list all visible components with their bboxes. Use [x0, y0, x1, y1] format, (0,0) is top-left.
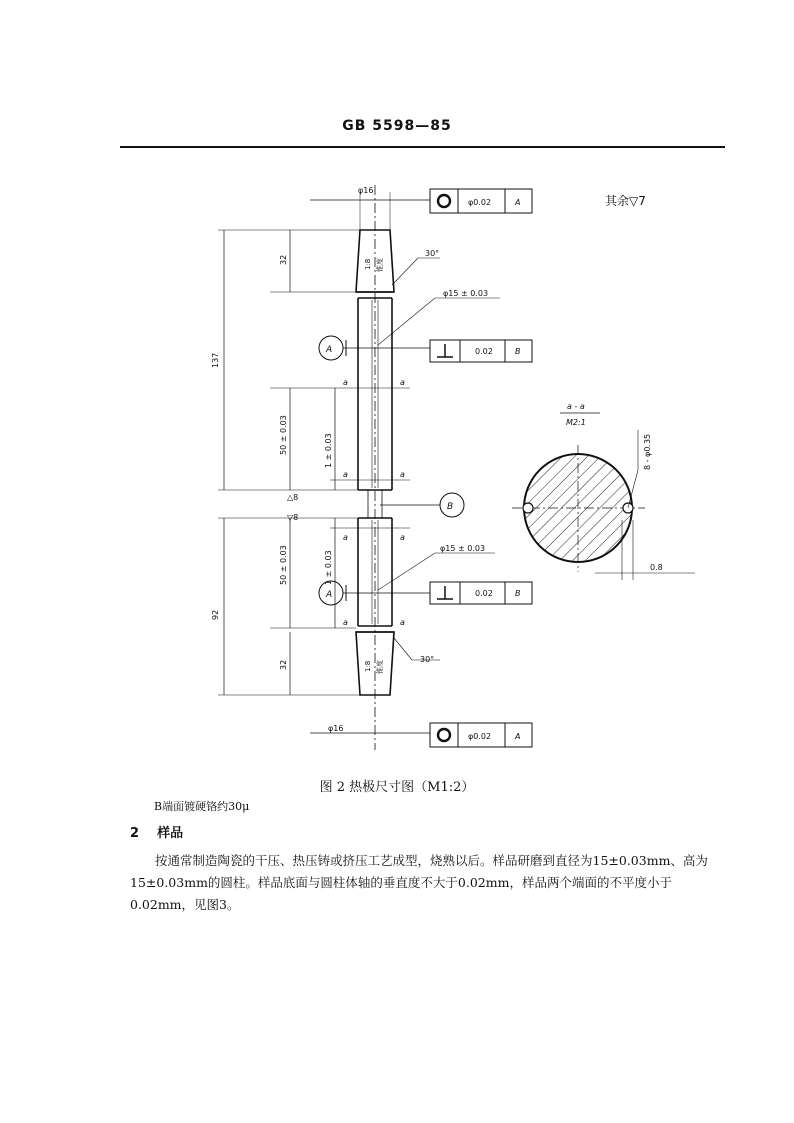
dia16-top-label: φ16	[358, 186, 374, 195]
dia16-bottom-label: φ16	[328, 724, 344, 733]
datum-a-upper: A	[326, 345, 333, 355]
taper-word-lower: 锥度	[376, 660, 384, 674]
perp-datum-upper: B	[515, 347, 521, 356]
dim-92: 92	[211, 609, 220, 620]
dim-50-lower: 50 ± 0.03	[279, 545, 288, 585]
rough-up: △8	[287, 493, 299, 502]
dia15-lower: φ15 ± 0.03	[440, 544, 486, 553]
dim-137: 137	[211, 352, 220, 368]
perp-tol-upper: 0.02	[475, 347, 493, 356]
angle-upper: 30°	[425, 249, 440, 258]
sec-a-8: a	[400, 618, 405, 627]
datum-b-label: B	[447, 502, 454, 512]
dim-1-upper: 1 ± 0.03	[324, 433, 333, 468]
dia15-upper: φ15 ± 0.03	[443, 289, 489, 298]
rough-down: ▽8	[287, 513, 299, 522]
hole-spec: 8 - φ0.35	[643, 433, 652, 470]
datum-a-lower: A	[326, 590, 333, 600]
section-scale: M2:1	[566, 418, 586, 427]
section-title: a - a	[567, 402, 585, 411]
section-paragraph: 按通常制造陶瓷的干压、热压铸或挤压工艺成型，烧熟以后。样品研磨到直径为15±0.03mm、高为15±0.03mm的圆柱。样品底面与圆柱体轴的垂直度不大于0.02mm，样品两个端面的不平度小于0.02mm，见图3。	[130, 853, 708, 912]
section-number: 2	[130, 826, 140, 841]
perp-datum-lower: B	[515, 589, 521, 598]
fcf-top-datum: A	[515, 198, 521, 207]
dim-1-lower: 1 ± 0.03	[324, 550, 333, 585]
sec-a-5: a	[343, 533, 348, 542]
taper-ratio-upper: 1:8	[364, 258, 372, 270]
figure-caption: 图 2 热极尺寸图（M1:2）	[319, 780, 475, 795]
taper-word-upper: 锥度	[376, 258, 384, 272]
angle-lower: 30°	[420, 655, 435, 664]
fcf-top-tol: φ0.02	[468, 198, 492, 207]
header-rule	[120, 146, 725, 148]
dim-32-upper: 32	[279, 254, 288, 265]
sec-a-2: a	[400, 378, 405, 387]
sec-a-7: a	[343, 618, 348, 627]
sec-a-6: a	[400, 533, 405, 542]
dim-50-upper: 50 ± 0.03	[279, 415, 288, 455]
figure-note: B端面镀硬铬约30μ	[154, 800, 250, 813]
fcf-bottom-tol: φ0.02	[468, 732, 492, 741]
section-title-text: 样品	[157, 826, 184, 841]
technical-drawing	[0, 160, 794, 772]
perp-tol-lower: 0.02	[475, 589, 493, 598]
fcf-bottom-datum: A	[515, 732, 521, 741]
sec-a-4: a	[400, 470, 405, 479]
dim-0-8: 0.8	[650, 563, 663, 572]
section-body	[130, 850, 725, 916]
dim-32-lower: 32	[279, 659, 288, 670]
standard-number: GB 5598—85	[342, 118, 452, 134]
sec-a-3: a	[343, 470, 348, 479]
surface-note: 其余▽7	[605, 194, 646, 208]
taper-ratio-lower: 1:8	[364, 660, 372, 672]
sec-a-1: a	[343, 378, 348, 387]
section-heading	[130, 822, 183, 841]
